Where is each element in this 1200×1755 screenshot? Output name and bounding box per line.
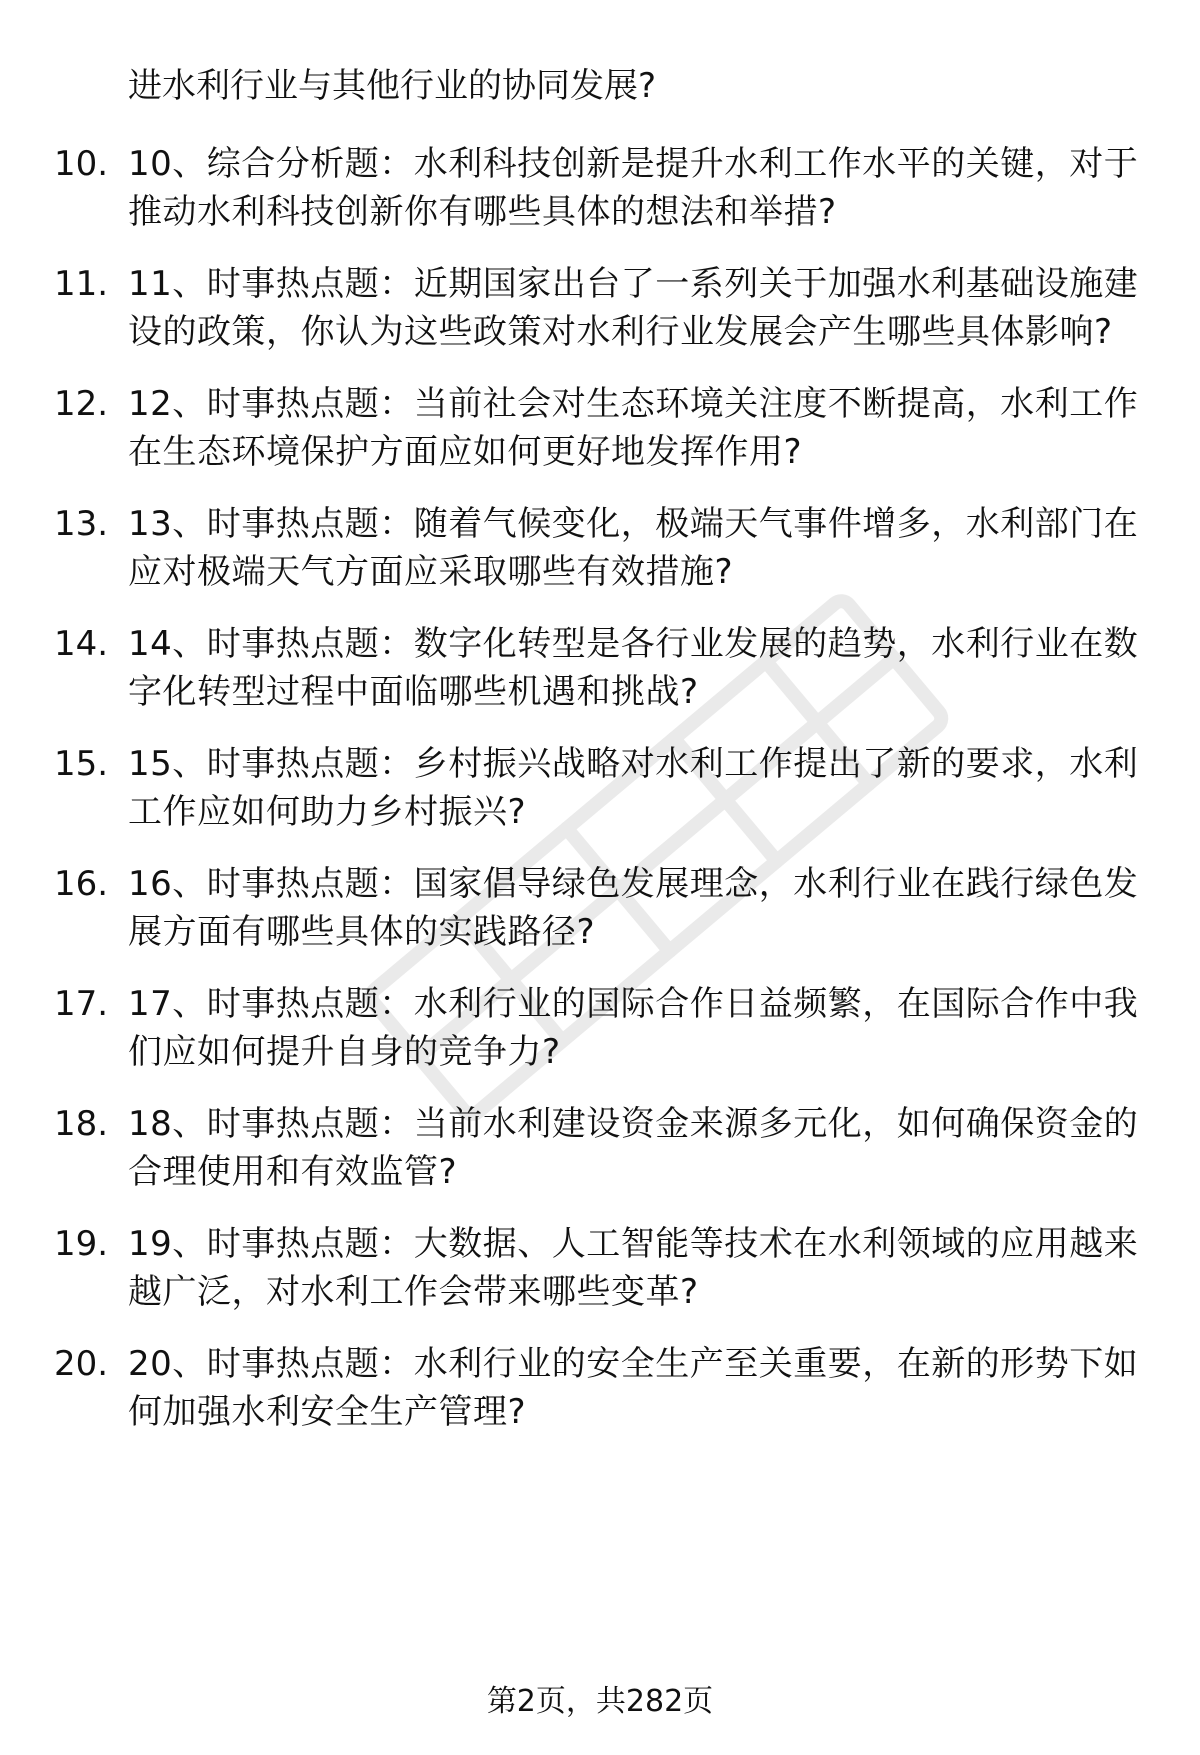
item-number: 15. xyxy=(54,744,109,784)
item-number: 20. xyxy=(54,1344,109,1384)
list-item xyxy=(0,260,1200,356)
item-text: 20、时事热点题：水利行业的安全生产至关重要，在新的形势下如何加强水利安全生产管理? xyxy=(128,1344,1139,1432)
list-item xyxy=(0,140,1200,236)
item-number: 13. xyxy=(54,504,109,544)
item-text: 11、时事热点题：近期国家出台了一系列关于加强水利基础设施建设的政策，你认为这些政策对水利行业发展会产生哪些具体影响? xyxy=(128,264,1139,352)
item-text: 12、时事热点题：当前社会对生态环境关注度不断提高，水利工作在生态环境保护方面应如何更好地发挥作用? xyxy=(128,384,1139,472)
item-number: 19. xyxy=(54,1224,109,1264)
item-text: 16、时事热点题：国家倡导绿色发展理念，水利行业在践行绿色发展方面有哪些具体的实践路径? xyxy=(128,864,1139,952)
list-item xyxy=(0,1220,1200,1316)
item-text: 10、综合分析题：水利科技创新是提升水利工作水平的关键，对于推动水利科技创新你有哪些具体的想法和举措? xyxy=(128,144,1139,232)
item-text: 17、时事热点题：水利行业的国际合作日益频繁，在国际合作中我们应如何提升自身的竞争力? xyxy=(128,984,1139,1072)
list-item xyxy=(0,620,1200,716)
item-number: 16. xyxy=(54,864,109,904)
list-item xyxy=(0,740,1200,836)
list-item xyxy=(0,1100,1200,1196)
list-item xyxy=(0,980,1200,1076)
list-item xyxy=(0,500,1200,596)
item-text: 19、时事热点题：大数据、人工智能等技术在水利领域的应用越来越广泛，对水利工作会带来哪些变革? xyxy=(128,1224,1139,1312)
list-item xyxy=(0,1340,1200,1436)
item-text: 18、时事热点题：当前水利建设资金来源多元化，如何确保资金的合理使用和有效监管? xyxy=(128,1104,1139,1192)
item-text: 13、时事热点题：随着气候变化，极端天气事件增多，水利部门在应对极端天气方面应采取哪些有效措施? xyxy=(128,504,1139,592)
question-list xyxy=(0,140,1200,1460)
item-number: 10. xyxy=(54,144,109,184)
page-footer: 第2页，共282页 xyxy=(486,1684,714,1719)
item-number: 17. xyxy=(54,984,109,1024)
item-number: 12. xyxy=(54,384,109,424)
item-number: 11. xyxy=(54,264,109,304)
item-number: 14. xyxy=(54,624,109,664)
item-number: 18. xyxy=(54,1104,109,1144)
continued-paragraph: 进水利行业与其他行业的协同发展? xyxy=(128,66,657,106)
list-item xyxy=(0,860,1200,956)
item-text: 14、时事热点题：数字化转型是各行业发展的趋势，水利行业在数字化转型过程中面临哪些机遇和挑战? xyxy=(128,624,1139,712)
item-text: 15、时事热点题：乡村振兴战略对水利工作提出了新的要求，水利工作应如何助力乡村振兴? xyxy=(128,744,1139,832)
list-item xyxy=(0,380,1200,476)
